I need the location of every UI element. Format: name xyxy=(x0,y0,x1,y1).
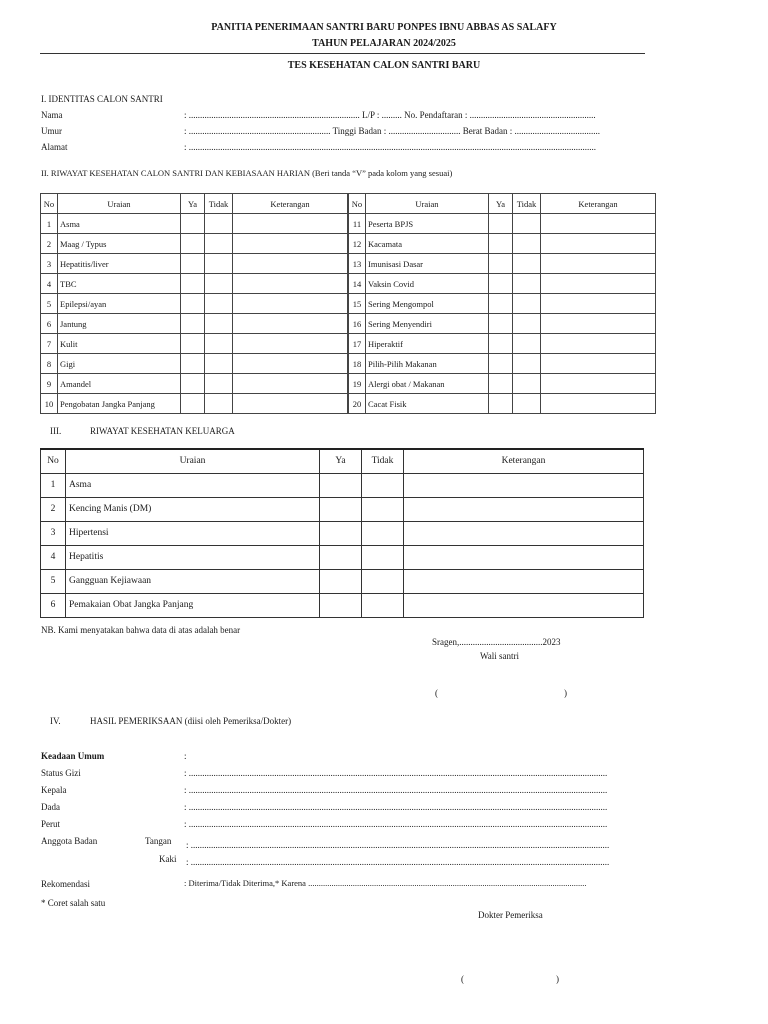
keterangan-field[interactable] xyxy=(404,497,644,521)
keterangan-field[interactable] xyxy=(233,214,348,234)
kaki-label: Kaki xyxy=(159,854,177,864)
table-row xyxy=(41,374,348,394)
tidak-checkbox[interactable] xyxy=(513,354,541,374)
tidak-checkbox[interactable] xyxy=(513,214,541,234)
ya-checkbox[interactable] xyxy=(320,521,362,545)
keterangan-field[interactable] xyxy=(541,214,656,234)
perut-field[interactable]: : .......................................................................................................................................................................................... xyxy=(184,819,608,829)
row-number: 2 xyxy=(41,497,66,521)
row-uraian: Cacat Fisik xyxy=(366,394,489,414)
keadaan-umum-colon: : xyxy=(184,751,187,761)
keterangan-field[interactable] xyxy=(541,314,656,334)
table-row xyxy=(349,354,656,374)
tidak-checkbox[interactable] xyxy=(205,334,233,354)
row-uraian: Sering Menyendiri xyxy=(366,314,489,334)
col-keterangan: Keterangan xyxy=(404,449,644,473)
row-number: 3 xyxy=(41,521,66,545)
row-number: 20 xyxy=(349,394,366,414)
col-uraian: Uraian xyxy=(66,449,320,473)
tidak-checkbox[interactable] xyxy=(513,314,541,334)
guardian-sign-close: ) xyxy=(564,688,567,698)
row-number: 6 xyxy=(41,314,58,334)
row-number: 3 xyxy=(41,254,58,274)
row-uraian: Kulit xyxy=(58,334,181,354)
tidak-checkbox[interactable] xyxy=(205,374,233,394)
keterangan-field[interactable] xyxy=(541,274,656,294)
row-uraian: Hipertensi xyxy=(66,521,320,545)
tidak-checkbox[interactable] xyxy=(513,334,541,354)
table-row xyxy=(349,214,656,234)
row-uraian: Imunisasi Dasar xyxy=(366,254,489,274)
col-tidak: Tidak xyxy=(513,194,541,214)
col-ya: Ya xyxy=(489,194,513,214)
nama-label: Nama xyxy=(41,110,63,120)
row-uraian: Asma xyxy=(58,214,181,234)
row-number: 2 xyxy=(41,234,58,254)
tidak-checkbox[interactable] xyxy=(205,234,233,254)
row-uraian: Kencing Manis (DM) xyxy=(66,497,320,521)
col-uraian: Uraian xyxy=(366,194,489,214)
section4-title: HASIL PEMERIKSAAN (diisi oleh Pemeriksa/Dokter) xyxy=(90,716,292,726)
row-number: 4 xyxy=(41,274,58,294)
ya-checkbox[interactable] xyxy=(489,374,513,394)
row-number: 16 xyxy=(349,314,366,334)
tidak-checkbox[interactable] xyxy=(205,214,233,234)
document-title: TES KESEHATAN CALON SANTRI BARU xyxy=(287,60,481,71)
table-row xyxy=(41,214,348,234)
doctor-sign-open: ( xyxy=(461,974,464,984)
col-uraian: Uraian xyxy=(58,194,181,214)
keterangan-field[interactable] xyxy=(541,294,656,314)
ya-checkbox[interactable] xyxy=(181,374,205,394)
umur-field[interactable]: : ............................................................... Tinggi Badan : ................................ Berat Badan : ...................................... xyxy=(184,126,600,136)
row-uraian: Pilih-Pilih Makanan xyxy=(366,354,489,374)
keterangan-field[interactable] xyxy=(233,374,348,394)
row-uraian: Hepatitis xyxy=(66,545,320,569)
tidak-checkbox[interactable] xyxy=(513,294,541,314)
tidak-checkbox[interactable] xyxy=(513,234,541,254)
ya-checkbox[interactable] xyxy=(489,354,513,374)
dada-field[interactable]: : .......................................................................................................................................................................................... xyxy=(184,802,608,812)
col-no: No xyxy=(41,449,66,473)
col-tidak: Tidak xyxy=(362,449,404,473)
table-row xyxy=(349,394,656,414)
keterangan-field[interactable] xyxy=(233,294,348,314)
ya-checkbox[interactable] xyxy=(181,214,205,234)
table-row xyxy=(41,545,644,569)
row-uraian: Pemakaian Obat Jangka Panjang xyxy=(66,593,320,617)
row-number: 6 xyxy=(41,593,66,617)
keterangan-field[interactable] xyxy=(541,254,656,274)
table-row xyxy=(41,569,644,593)
section4-number: IV. xyxy=(50,716,61,726)
keterangan-field[interactable] xyxy=(233,314,348,334)
tidak-checkbox[interactable] xyxy=(205,294,233,314)
row-uraian: Hepatitis/liver xyxy=(58,254,181,274)
table-row xyxy=(41,254,348,274)
ya-checkbox[interactable] xyxy=(320,545,362,569)
kepala-label: Kepala xyxy=(41,785,67,795)
ya-checkbox[interactable] xyxy=(181,354,205,374)
alamat-label: Alamat xyxy=(41,142,68,152)
keterangan-field[interactable] xyxy=(404,593,644,617)
tidak-checkbox[interactable] xyxy=(205,274,233,294)
header-rule xyxy=(40,53,645,54)
keadaan-umum-label: Keadaan Umum xyxy=(41,751,105,761)
row-uraian: Hiperaktif xyxy=(366,334,489,354)
tidak-checkbox[interactable] xyxy=(362,473,404,497)
tangan-label: Tangan xyxy=(145,836,172,846)
ya-checkbox[interactable] xyxy=(181,394,205,414)
section3-title: RIWAYAT KESEHATAN KELUARGA xyxy=(90,426,235,436)
keterangan-field[interactable] xyxy=(541,374,656,394)
header-line2: TAHUN PELAJARAN 2024/2025 xyxy=(312,38,456,49)
tidak-checkbox[interactable] xyxy=(362,497,404,521)
row-number: 14 xyxy=(349,274,366,294)
tidak-checkbox[interactable] xyxy=(513,374,541,394)
section3-number: III. xyxy=(50,426,62,436)
row-uraian: Sering Mengompol xyxy=(366,294,489,314)
row-uraian: Asma xyxy=(66,473,320,497)
row-uraian: Gigi xyxy=(58,354,181,374)
rekomendasi-field[interactable]: : Diterima/Tidak Diterima,* Karena ................................................................................................................................... xyxy=(184,878,587,888)
family-health-table xyxy=(40,448,644,618)
ya-checkbox[interactable] xyxy=(181,234,205,254)
table-row xyxy=(41,394,348,414)
ya-checkbox[interactable] xyxy=(181,314,205,334)
guardian-label: Wali santri xyxy=(480,651,520,661)
row-number: 18 xyxy=(349,354,366,374)
coret-note: * Coret salah satu xyxy=(41,898,106,908)
col-ya: Ya xyxy=(320,449,362,473)
tidak-checkbox[interactable] xyxy=(205,314,233,334)
row-uraian: Peserta BPJS xyxy=(366,214,489,234)
row-number: 1 xyxy=(41,473,66,497)
row-uraian: Kacamata xyxy=(366,234,489,254)
table-row xyxy=(41,354,348,374)
tidak-checkbox[interactable] xyxy=(513,254,541,274)
row-number: 10 xyxy=(41,394,58,414)
table-row xyxy=(41,314,348,334)
health-table-right xyxy=(348,193,656,414)
table-row xyxy=(41,497,644,521)
ya-checkbox[interactable] xyxy=(181,334,205,354)
tidak-checkbox[interactable] xyxy=(362,521,404,545)
ya-checkbox[interactable] xyxy=(489,294,513,314)
ya-checkbox[interactable] xyxy=(489,214,513,234)
row-number: 9 xyxy=(41,374,58,394)
table-row xyxy=(349,374,656,394)
row-number: 5 xyxy=(41,294,58,314)
ya-checkbox[interactable] xyxy=(181,254,205,274)
row-uraian: TBC xyxy=(58,274,181,294)
ya-checkbox[interactable] xyxy=(489,334,513,354)
table-row xyxy=(349,254,656,274)
row-uraian: Maag / Typus xyxy=(58,234,181,254)
ya-checkbox[interactable] xyxy=(489,314,513,334)
tidak-checkbox[interactable] xyxy=(205,394,233,414)
kaki-field[interactable]: : .......................................................................................................................................................................................... xyxy=(186,857,610,867)
col-keterangan: Keterangan xyxy=(541,194,656,214)
table-row xyxy=(349,274,656,294)
anggota-badan-label: Anggota Badan xyxy=(41,836,98,846)
table-row xyxy=(349,234,656,254)
table-row xyxy=(41,274,348,294)
keterangan-field[interactable] xyxy=(541,394,656,414)
ya-checkbox[interactable] xyxy=(489,394,513,414)
col-no: No xyxy=(349,194,366,214)
keterangan-field[interactable] xyxy=(404,569,644,593)
doctor-label: Dokter Pemeriksa xyxy=(478,910,543,920)
keterangan-field[interactable] xyxy=(233,274,348,294)
col-no: No xyxy=(41,194,58,214)
tidak-checkbox[interactable] xyxy=(362,593,404,617)
row-number: 4 xyxy=(41,545,66,569)
table-row xyxy=(41,473,644,497)
ya-checkbox[interactable] xyxy=(320,473,362,497)
row-number: 7 xyxy=(41,334,58,354)
nama-field[interactable]: : ............................................................................ L/P : ......... No. Pendaftaran : ........................................................ xyxy=(184,110,596,120)
tidak-checkbox[interactable] xyxy=(362,545,404,569)
row-number: 19 xyxy=(349,374,366,394)
tidak-checkbox[interactable] xyxy=(513,394,541,414)
status-gizi-label: Status Gizi xyxy=(41,768,81,778)
row-uraian: Alergi obat / Makanan xyxy=(366,374,489,394)
tidak-checkbox[interactable] xyxy=(362,569,404,593)
keterangan-field[interactable] xyxy=(541,334,656,354)
keterangan-field[interactable] xyxy=(233,394,348,414)
row-uraian: Vaksin Covid xyxy=(366,274,489,294)
table-row xyxy=(41,593,644,617)
table-row xyxy=(349,314,656,334)
row-number: 8 xyxy=(41,354,58,374)
keterangan-field[interactable] xyxy=(541,354,656,374)
row-number: 15 xyxy=(349,294,366,314)
keterangan-field[interactable] xyxy=(404,545,644,569)
table-row xyxy=(349,334,656,354)
alamat-field[interactable]: : ..................................................................................................................................................................................... xyxy=(184,142,597,152)
place-date-field[interactable]: Sragen,.....................................2023 xyxy=(432,637,561,647)
row-number: 11 xyxy=(349,214,366,234)
row-number: 13 xyxy=(349,254,366,274)
ya-checkbox[interactable] xyxy=(489,254,513,274)
umur-label: Umur xyxy=(41,126,62,136)
keterangan-field[interactable] xyxy=(404,473,644,497)
dada-label: Dada xyxy=(41,802,60,812)
row-number: 17 xyxy=(349,334,366,354)
kepala-field[interactable]: : .......................................................................................................................................................................................... xyxy=(184,785,608,795)
ya-checkbox[interactable] xyxy=(181,294,205,314)
guardian-sign-open: ( xyxy=(435,688,438,698)
row-uraian: Epilepsi/ayan xyxy=(58,294,181,314)
health-table-left xyxy=(40,193,348,414)
row-number: 12 xyxy=(349,234,366,254)
ya-checkbox[interactable] xyxy=(489,274,513,294)
section2-title: II. RIWAYAT KESEHATAN CALON SANTRI DAN KEBIASAAN HARIAN (Beri tanda “V” pada kolom yang sesuai) xyxy=(41,168,453,178)
row-number: 1 xyxy=(41,214,58,234)
keterangan-field[interactable] xyxy=(541,234,656,254)
col-tidak: Tidak xyxy=(205,194,233,214)
keterangan-field[interactable] xyxy=(233,254,348,274)
col-ya: Ya xyxy=(181,194,205,214)
declaration-note: NB. Kami menyatakan bahwa data di atas adalah benar xyxy=(41,625,241,635)
row-uraian: Jantung xyxy=(58,314,181,334)
ya-checkbox[interactable] xyxy=(320,569,362,593)
tidak-checkbox[interactable] xyxy=(205,254,233,274)
row-uraian: Pengobatan Jangka Panjang xyxy=(58,394,181,414)
tidak-checkbox[interactable] xyxy=(205,354,233,374)
keterangan-field[interactable] xyxy=(233,354,348,374)
doctor-sign-close: ) xyxy=(556,974,559,984)
keterangan-field[interactable] xyxy=(404,521,644,545)
table-row xyxy=(41,294,348,314)
tangan-field[interactable]: : .......................................................................................................................................................................................... xyxy=(186,840,610,850)
row-uraian: Gangguan Kejiawaan xyxy=(66,569,320,593)
table-row xyxy=(349,294,656,314)
header-line1: PANITIA PENERIMAAN SANTRI BARU PONPES IBNU ABBAS AS SALAFY xyxy=(211,22,557,33)
table-row xyxy=(41,521,644,545)
row-uraian: Amandel xyxy=(58,374,181,394)
table-row xyxy=(41,234,348,254)
ya-checkbox[interactable] xyxy=(181,274,205,294)
ya-checkbox[interactable] xyxy=(489,234,513,254)
status-gizi-field[interactable]: : .......................................................................................................................................................................................... xyxy=(184,768,608,778)
col-keterangan: Keterangan xyxy=(233,194,348,214)
ya-checkbox[interactable] xyxy=(320,497,362,521)
tidak-checkbox[interactable] xyxy=(513,274,541,294)
perut-label: Perut xyxy=(41,819,60,829)
section1-title: I. IDENTITAS CALON SANTRI xyxy=(41,94,163,104)
keterangan-field[interactable] xyxy=(233,234,348,254)
row-number: 5 xyxy=(41,569,66,593)
keterangan-field[interactable] xyxy=(233,334,348,354)
rekomendasi-label: Rekomendasi xyxy=(41,879,90,889)
ya-checkbox[interactable] xyxy=(320,593,362,617)
table-row xyxy=(41,334,348,354)
